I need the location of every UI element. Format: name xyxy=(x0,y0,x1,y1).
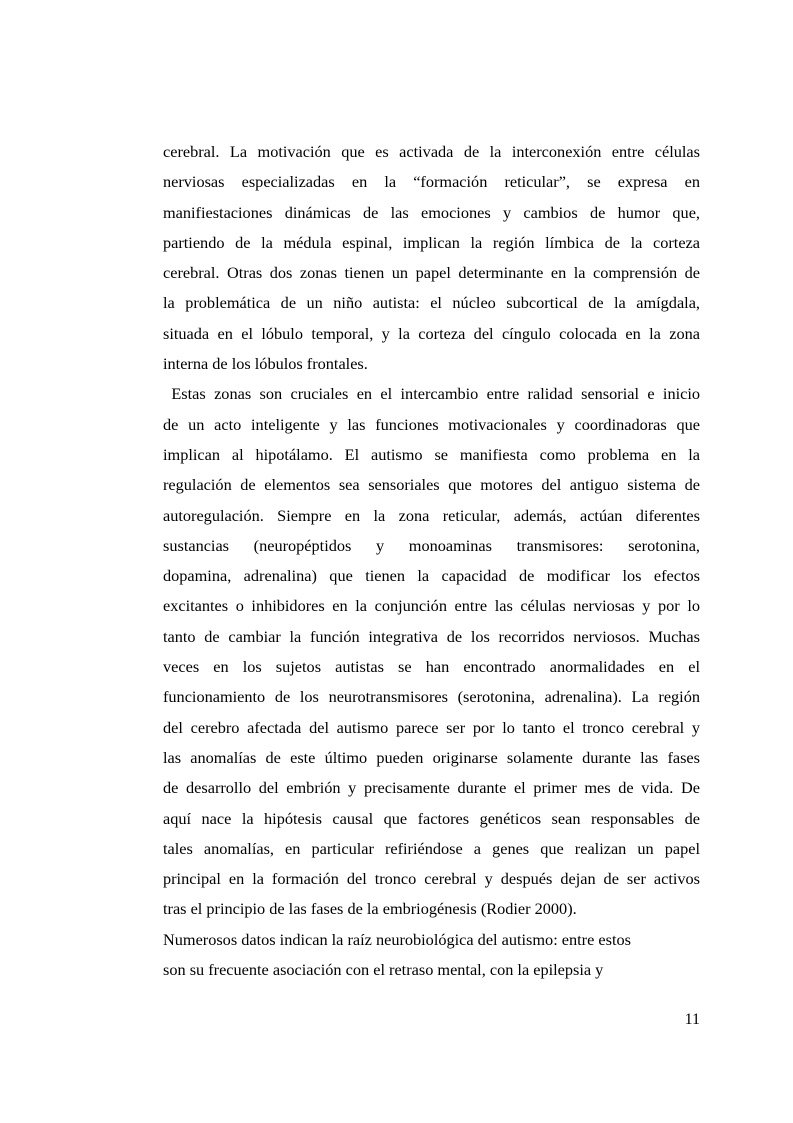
text-line: Numerosos datos indican la raíz neurobiológica del autismo: entre estos xyxy=(163,929,631,949)
text-line: Estas zonas son cruciales en el intercambio entre ralidad sensorial e inicio xyxy=(163,384,700,404)
text-line: veces en los sujetos autistas se han encontrado anormalidades en el xyxy=(163,657,700,677)
text-line: son su frecuente asociación con el retraso mental, con la epilepsia y xyxy=(163,960,604,980)
text-line: situada en el lóbulo temporal, y la corteza del cíngulo colocada en la zona xyxy=(163,323,700,343)
text-line: autoregulación. Siempre en la zona reticular, además, actúan diferentes xyxy=(163,505,700,525)
text-line: implican al hipotálamo. El autismo se manifiesta como problema en la xyxy=(163,444,700,464)
page-number: 11 xyxy=(684,1011,700,1028)
text-line: interna de los lóbulos frontales. xyxy=(163,354,368,374)
text-line: manifiestaciones dinámicas de las emociones y cambios de humor que, xyxy=(163,202,700,222)
text-line: tales anomalías, en particular refiriéndose a genes que realizan un papel xyxy=(163,838,700,858)
text-line: funcionamiento de los neurotransmisores (serotonina, adrenalina). La región xyxy=(163,687,700,707)
text-line: las anomalías de este último pueden originarse solamente durante las fases xyxy=(163,747,700,767)
text-line: dopamina, adrenalina) que tienen la capacidad de modificar los efectos xyxy=(163,566,700,586)
text-line: de un acto inteligente y las funciones motivacionales y coordinadoras que xyxy=(163,414,700,434)
body-text xyxy=(163,137,700,985)
text-line: partiendo de la médula espinal, implican la región límbica de la corteza xyxy=(163,232,700,252)
text-line: la problemática de un niño autista: el núcleo subcortical de la amígdala, xyxy=(163,293,700,313)
text-line: cerebral. Otras dos zonas tienen un papel determinante en la comprensión de xyxy=(163,263,700,283)
text-line: sustancias (neuropéptidos y monoaminas transmisores: serotonina, xyxy=(163,535,700,555)
text-line: regulación de elementos sea sensoriales que motores del antiguo sistema de xyxy=(163,475,700,495)
text-line: cerebral. La motivación que es activada de la interconexión entre células xyxy=(163,142,700,161)
text-line: tanto de cambiar la función integrativa de los recorridos nerviosos. Muchas xyxy=(163,626,700,646)
text-line: del cerebro afectada del autismo parece ser por lo tanto el tronco cerebral y xyxy=(163,717,700,737)
text-line: de desarrollo del embrión y precisamente durante el primer mes de vida. De xyxy=(163,778,700,798)
text-line: aquí nace la hipótesis causal que factores genéticos sean responsables de xyxy=(163,808,700,828)
text-line: tras el principio de las fases de la embriogénesis (Rodier 2000). xyxy=(163,899,577,919)
text-line: nerviosas especializadas en la “formación reticular”, se expresa en xyxy=(163,172,700,192)
text-line: excitantes o inhibidores en la conjunción entre las células nerviosas y por lo xyxy=(163,596,700,616)
text-line: principal en la formación del tronco cerebral y después dejan de ser activos xyxy=(163,869,700,889)
